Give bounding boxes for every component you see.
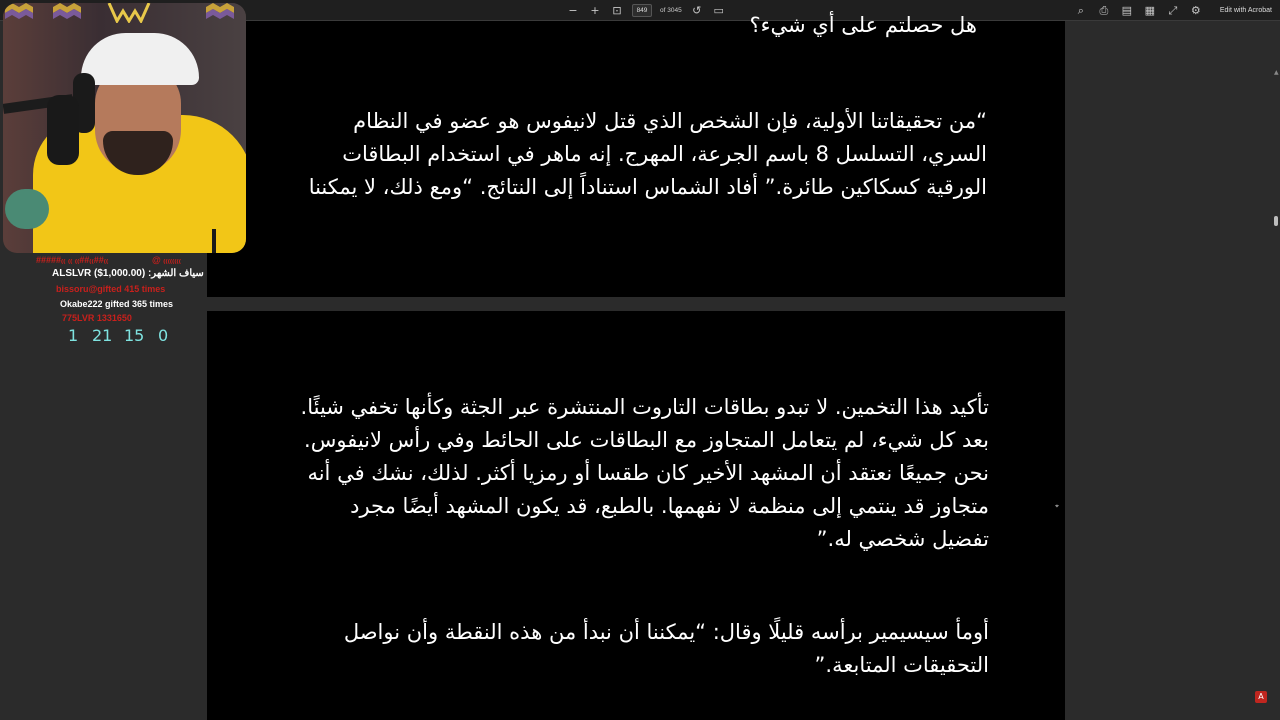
edit-with-acrobat-button[interactable]: Edit with Acrobat xyxy=(1219,7,1272,14)
acrobat-logo-icon[interactable]: A xyxy=(1255,691,1267,703)
overlay-alert-line: @ ₍₍₍₍₍₍₍₍ xyxy=(152,255,181,265)
stream-counters xyxy=(68,326,178,345)
page-number-input[interactable]: 849 xyxy=(632,4,652,17)
cursor-icon: ⌖ xyxy=(1055,502,1059,510)
pdf-page xyxy=(207,311,1065,720)
counter-value: 21 xyxy=(92,326,113,345)
share-icon[interactable]: ▦ xyxy=(1144,3,1156,17)
pattern-decoration-icon xyxy=(206,3,234,21)
microphone-icon xyxy=(47,95,79,165)
webcam-overlay xyxy=(3,3,246,253)
plush-toy xyxy=(5,189,49,229)
counter-value: 15 xyxy=(124,326,145,345)
counter-value: 1 xyxy=(68,326,79,345)
fit-page-icon[interactable]: ⊡ xyxy=(612,3,622,17)
settings-icon[interactable]: ⚙ xyxy=(1190,3,1201,17)
page-view-icon[interactable]: ▭ xyxy=(713,3,724,17)
gift-leader-line: bissoru@gifted 415 times xyxy=(56,284,166,294)
toolbar-actions xyxy=(1074,3,1272,18)
zoom-out-icon[interactable]: − xyxy=(568,3,578,17)
overlay-alert-line: #####₍₍ ₍₍ ₍₍##₍₍##₍₍ xyxy=(36,255,109,265)
cable xyxy=(212,229,216,253)
pattern-decoration-icon xyxy=(5,3,33,21)
vertical-scrollbar[interactable] xyxy=(1272,21,1280,720)
zoom-in-icon[interactable]: + xyxy=(590,3,600,17)
fullscreen-icon[interactable]: ⤢ xyxy=(1168,3,1178,17)
overlay-stat-line: 775LVR 1331650 xyxy=(62,313,132,323)
channel-logo-icon xyxy=(107,3,151,23)
gift-runnerup-line: Okabe222 gifted 365 times xyxy=(60,299,174,309)
paragraph: أومأ سيسيمير برأسه قليلًا وقال: “يمكننا أن نبدأ من هذه النقطة وأن نواصل التحقيقات المتابعة.” xyxy=(343,620,989,677)
search-icon[interactable]: ⌕ xyxy=(1077,3,1084,17)
page-total-label: of 3045 xyxy=(660,7,682,14)
pattern-decoration-icon xyxy=(53,3,81,21)
scroll-up-icon[interactable]: ▲ xyxy=(1274,69,1279,76)
paragraph-partial: هل حصلتم على أي شيء؟ xyxy=(749,13,977,37)
paragraph: “من تحقيقاتنا الأولية، فإن الشخص الذي قتل لانيفوس هو عضو في النظام السري، التسلسل 8 باسم الجرعة، المهرج. إنه ماهر في استخدام البطاقات الورقية كسكاكين طائرة.” أفاد الشماس استناداً إلى النتائج. “ومع ذلك، لا يمكننا xyxy=(308,109,987,199)
rotate-icon[interactable]: ↺ xyxy=(692,3,702,17)
scroll-thumb[interactable] xyxy=(1274,216,1278,226)
print-icon[interactable]: ⎙ xyxy=(1099,3,1109,17)
top-donor-line: ALSLVR ($1,000.00) :سياف الشهر xyxy=(52,268,204,279)
save-icon[interactable]: ▤ xyxy=(1121,3,1133,17)
paragraph: تأكيد هذا التخمين. لا تبدو بطاقات التاروت المنتشرة عبر الجثة وكأنها تخفي شيئًا. بعد كل شيء، لم يتعامل المتجاوز مع البطاقات على الحائط وفي رأس لانيفوس. نحن جميعًا نعتقد أن المشهد الأخير كان طقسا أو رمزيا أكثر. لذلك، نشك في أنه متجاوز قد ينتمي إلى منظمة لا نفهمها. بالطبع، قد يكون المشهد أيضًا مجرد تفضيل شخصي له.” xyxy=(300,395,989,551)
counter-value: 0 xyxy=(158,326,169,345)
pdf-page xyxy=(207,13,1065,297)
